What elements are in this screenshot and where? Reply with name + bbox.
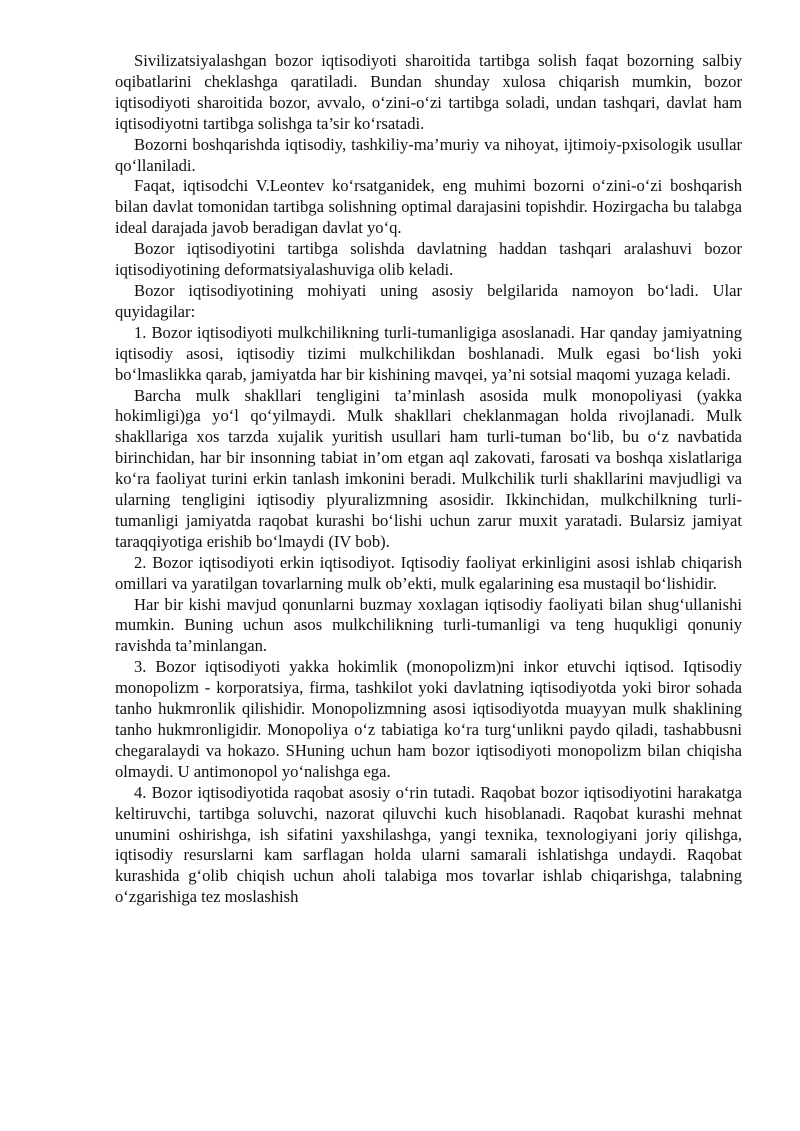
paragraph: Sivilizatsiyalashgan bozor iqtisodiyoti sharoitida tartibga solish faqat bozorning salbiy oqibatlarini cheklashga qaratiladi. Bundan shunday xulosa chiqarish mumkin, bozor iqtisodiyoti sharoitida bozor, avvalo, o‘zini-o‘zi tartibga soladi, undan tashqari, davlat ham iqtisodiyotni tartibga solishga ta’sir ko‘rsatadi. <box>115 51 742 133</box>
document-page <box>115 51 742 908</box>
paragraph: Bozorni boshqarishda iqtisodiy, tashkiliy-ma’muriy va nihoyat, ijtimoiy-pxisologik usullar qo‘llaniladi. <box>115 134 742 175</box>
paragraph: Har bir kishi mavjud qonunlarni buzmay xoxlagan iqtisodiy faoliyati bilan shug‘ullanishi mumkin. Buning uchun asos mulkchilikning turli-tumanligi va teng huqukligi qonuniy ravishda ta’minlangan. <box>115 594 742 656</box>
paragraph: Faqat, iqtisodchi V.Leontev ko‘rsatganidek, eng muhimi bozorni o‘zini-o‘zi boshqarish bilan davlat tomonidan tartibga solishning optimal darajasini topishdir. Hozirgacha bu talabga ideal darajada javob beradigan davlat yo‘q. <box>115 176 742 238</box>
paragraph: Bozor iqtisodiyotining mohiyati uning asosiy belgilarida namoyon bo‘ladi. Ular quyidagilar: <box>115 280 742 321</box>
list-item-paragraph: 2. Bozor iqtisodiyoti erkin iqtisodiyot. Iqtisodiy faoliyat erkinligini asosi ishlab chiqarish omillari va yaratilgan tovarlarning mulk ob’ekti, mulk egalarining esa mustaqil bo‘lishidir. <box>115 552 742 593</box>
list-item-paragraph: 4. Bozor iqtisodiyotida raqobat asosiy o‘rin tutadi. Raqobat bozor iqtisodiyotini harakatga keltiruvchi, tartibga soluvchi, nazorat qiluvchi kuch hisoblanadi. Raqobat kurashi mehnat unumini oshirishga, ish sifatini yaxshilashga, yangi texnika, texnologiyani joriy qilishga, iqtisodiy resurslarni kam sarflagan holda ularni samarali ishlatishga undaydi. Raqobat kurashida g‘olib chiqish uchun aholi talabiga mos tovarlar ishlab chiqarishga, talabning o‘zgarishiga tez moslashish <box>115 782 742 907</box>
paragraph: Barcha mulk shakllari tengligini ta’minlash asosida mulk monopoliyasi (yakka hokimligi)ga yo‘l qo‘yilmaydi. Mulk shakllari cheklanmagan holda rivojlanadi. Mulk shakllariga xos tarzda xujalik yuritish usullari ham turli-tuman bo‘lib, bu o‘z navbatida birinchidan, har bir insonning tabiat in’om etgan aql zakovati, farosati va boshqa xislatlariga ko‘ra faoliyat turini erkin tanlash imkonini beradi. Mulkchilik turli shakllarini mavjudligi va ularning tengligini iqtisodiy plyuralizmning asosidir. Ikkinchidan, mulkchilkning turli-tumanligi jamiyatda raqobat kurashi bo‘lishi uchun zarur muxit yaratadi. Bularsiz jamiyat taraqqiyotiga erishib bo‘lmaydi (IV bob). <box>115 385 742 551</box>
list-item-paragraph: 3. Bozor iqtisodiyoti yakka hokimlik (monopolizm)ni inkor etuvchi iqtisod. Iqtisodiy monopolizm - korporatsiya, firma, tashkilot yoki davlatning iqtisodiyotda yoki biror sohada tanho hukmronlik qilishidir. Monopolizmning asosi iqtisodiyotda muayyan mulk shaklining tanho hukmronligidir. Monopoliya o‘z tabiatiga ko‘ra turg‘unlikni paydo qiladi, tashabbusni chegaralaydi va hokazo. SHuning uchun ham bozor iqtisodiyoti monopolizm bilan chiqisha olmaydi. U antimonopol yo‘nalishga ega. <box>115 657 742 781</box>
paragraph: Bozor iqtisodiyotini tartibga solishda davlatning haddan tashqari aralashuvi bozor iqtisodiyotining deformatsiyalashuviga olib keladi. <box>115 239 742 280</box>
list-item-paragraph: 1. Bozor iqtisodiyoti mulkchilikning turli-tumanligiga asoslanadi. Har qanday jamiyatning iqtisodiy asosi, iqtisodiy tizimi mulkchilikdan boshlanadi. Mulk egasi bo‘lish yoki bo‘lmaslikka qarab, jamiyatda har bir kishining mavqei, ya’ni sotsial maqomi yuzaga keladi. <box>115 322 742 384</box>
